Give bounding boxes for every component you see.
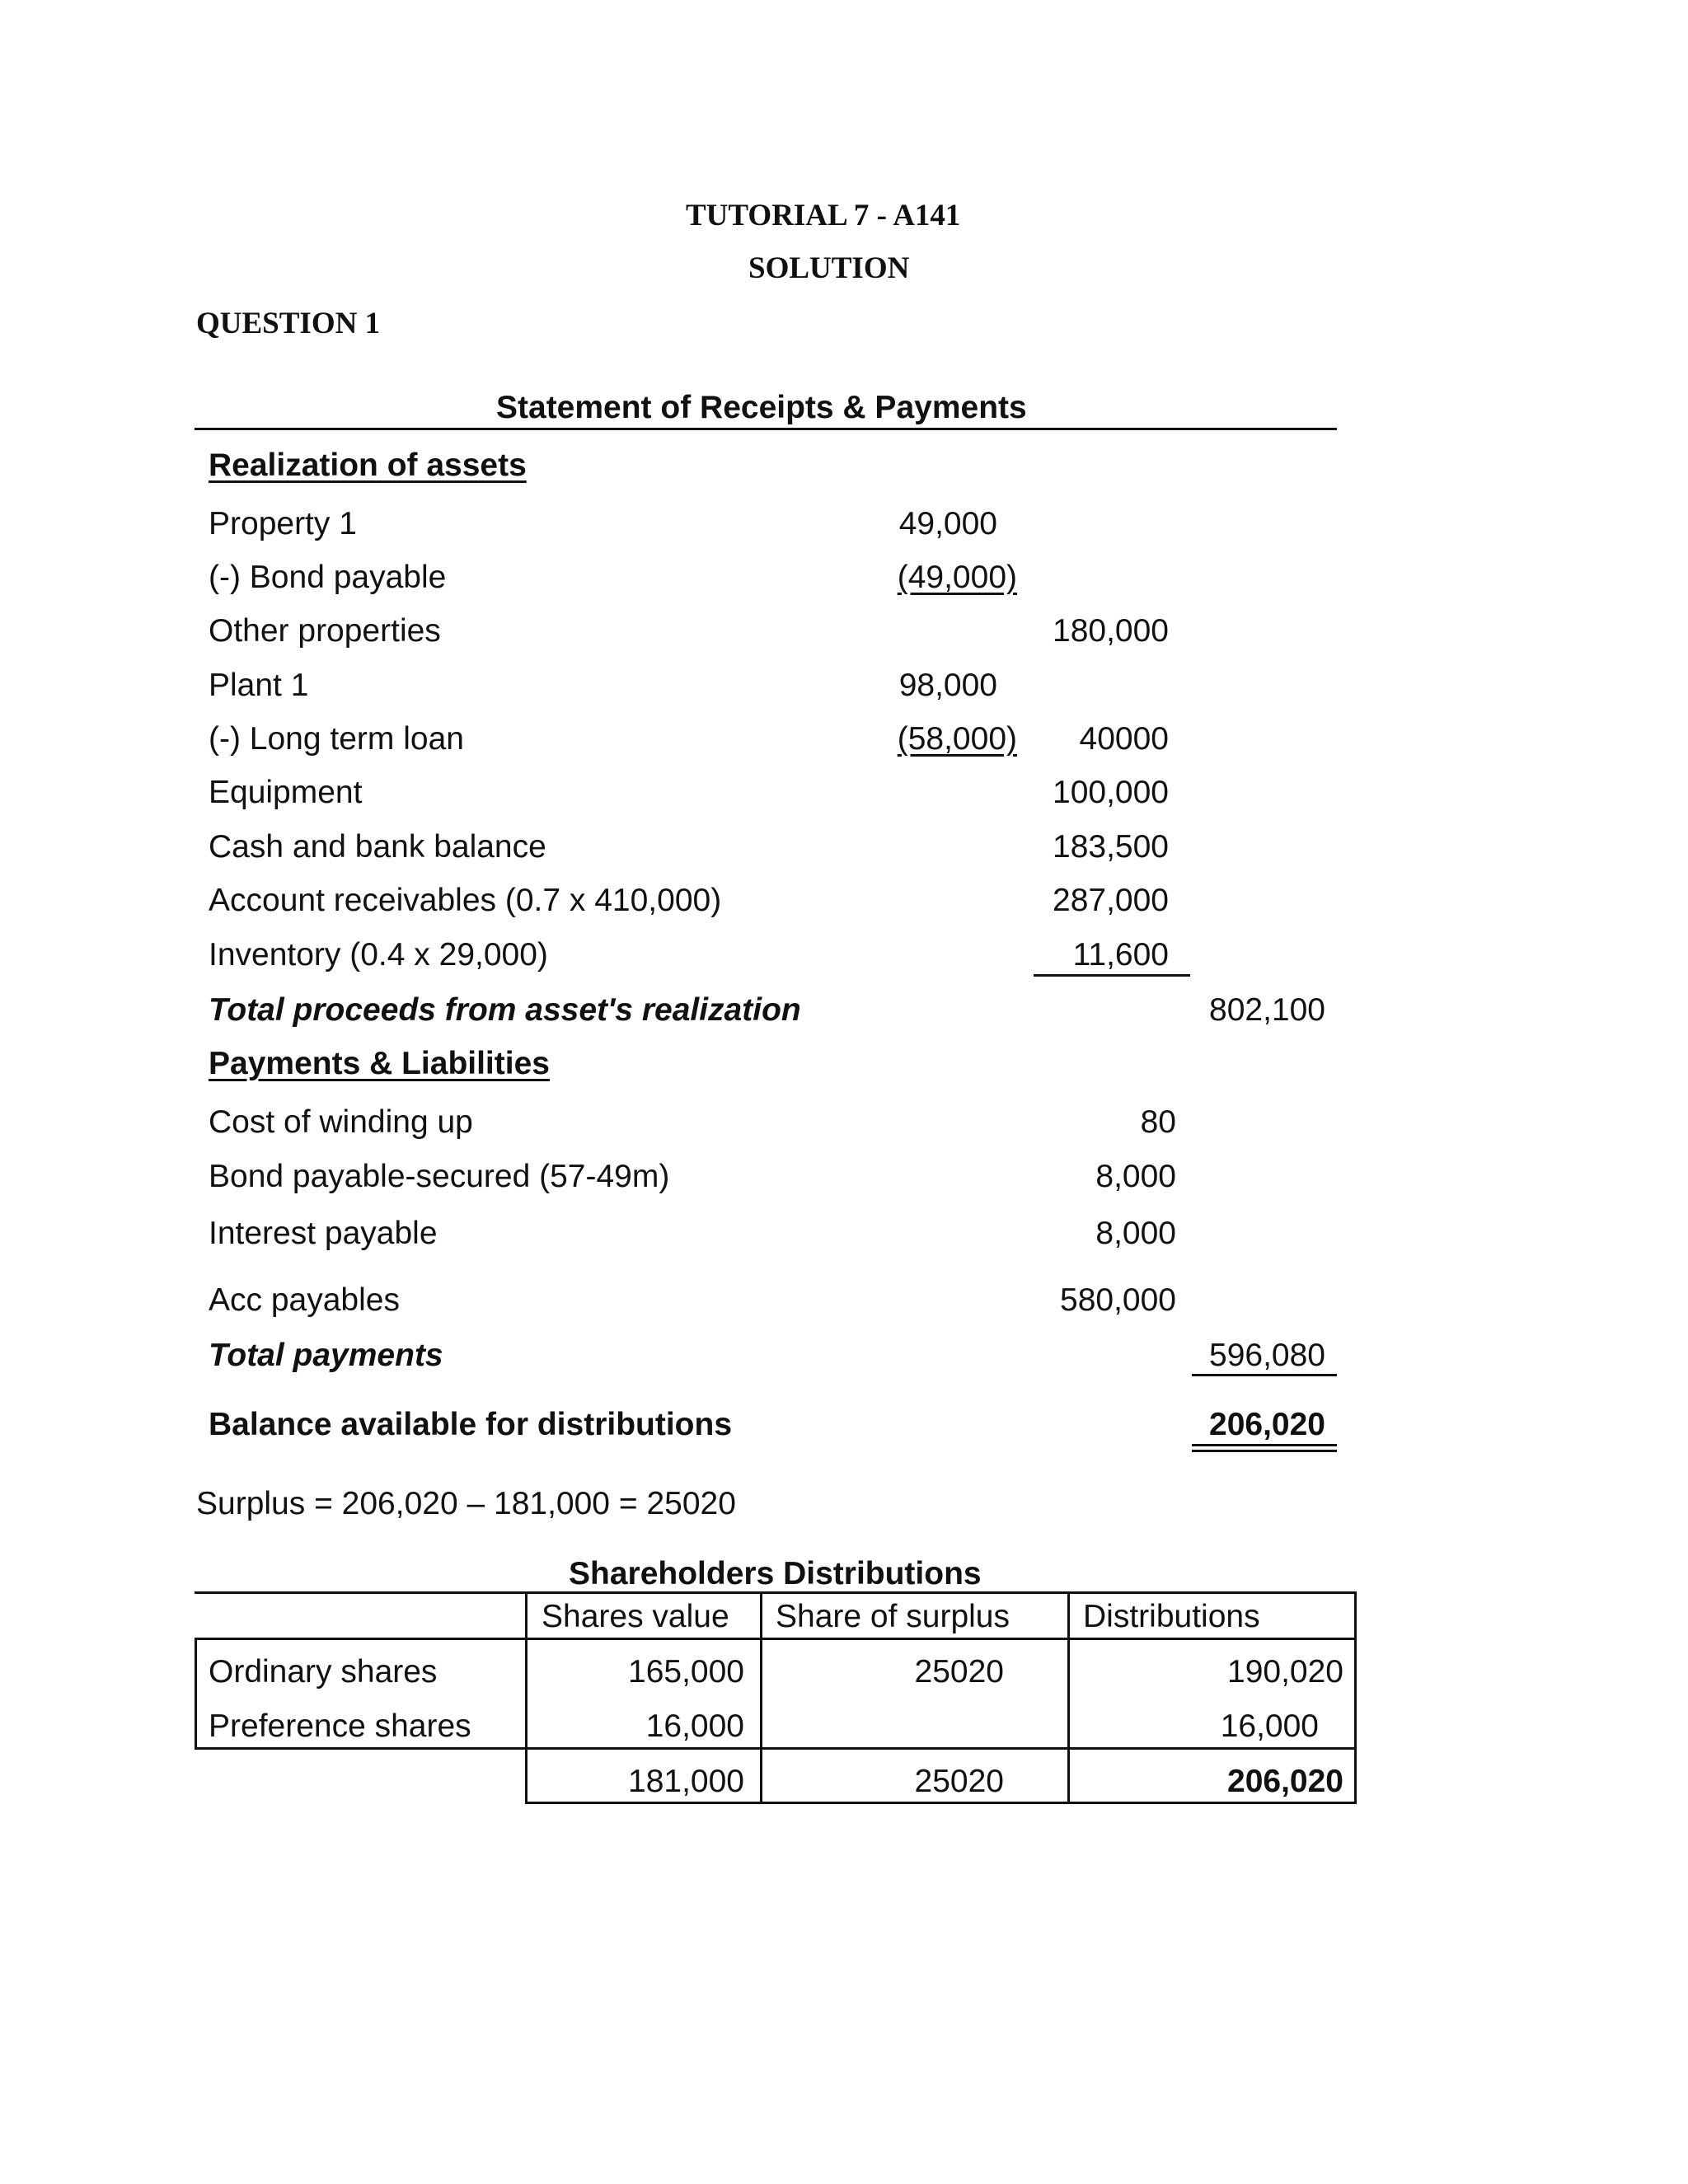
total-proceeds-value: 802,100 [1209, 992, 1325, 1028]
balance-double-rule-top [1192, 1444, 1337, 1446]
share-of-surplus: 25020 [914, 1654, 1004, 1690]
total-payments-value: 596,080 [1209, 1338, 1325, 1373]
row-value-col2: 183,500 [1053, 829, 1169, 865]
shares-value: 16,000 [645, 1708, 744, 1744]
total-payments-label: Total payments [209, 1338, 443, 1373]
column-header: Shares value [542, 1599, 729, 1634]
section-realization-heading: Realization of assets [209, 448, 527, 483]
row-value-col1: (49,000) [897, 560, 1017, 595]
row-label: Plant 1 [209, 668, 309, 703]
subtotal-rule [1034, 974, 1190, 977]
table-rule [195, 1638, 1357, 1640]
row-value-col2: 40000 [1079, 721, 1169, 757]
question-heading: QUESTION 1 [196, 307, 381, 340]
distribution-value: 16,000 [1220, 1708, 1319, 1744]
row-label: Bond payable-secured (57-49m) [209, 1159, 670, 1194]
column-header: Distributions [1083, 1599, 1260, 1634]
column-header: Share of surplus [776, 1599, 1010, 1634]
row-value: 80 [1140, 1104, 1176, 1140]
row-label: Other properties [209, 613, 441, 649]
row-value-col1: (58,000) [897, 721, 1017, 757]
document-subtitle: SOLUTION [748, 251, 910, 285]
row-label: Account receivables (0.7 x 410,000) [209, 883, 722, 918]
table-rule [195, 1591, 1357, 1594]
total-distribution-value: 206,020 [1227, 1764, 1343, 1799]
total-shares-value: 181,000 [628, 1764, 744, 1799]
row-value: 8,000 [1095, 1159, 1176, 1194]
balance-label: Balance available for distributions [209, 1407, 733, 1442]
table-rule [195, 1638, 197, 1750]
table-rule [195, 1747, 1357, 1750]
total-share-of-surplus: 25020 [914, 1764, 1004, 1799]
statement-title: Statement of Receipts & Payments [496, 390, 1027, 425]
row-label: Cost of winding up [209, 1104, 473, 1140]
row-label: Equipment [209, 775, 363, 810]
row-value-col2: 100,000 [1053, 775, 1169, 810]
table-rule [760, 1591, 762, 1804]
surplus-line: Surplus = 206,020 – 181,000 = 25020 [196, 1486, 736, 1521]
section-payments-heading: Payments & Liabilities [209, 1046, 550, 1081]
row-value-col2: 287,000 [1053, 883, 1169, 918]
total-proceeds-label: Total proceeds from asset's realization [209, 992, 801, 1028]
row-label: Cash and bank balance [209, 829, 546, 865]
row-value-col2: 180,000 [1053, 613, 1169, 649]
row-label: Property 1 [209, 506, 357, 541]
row-value-col1: 98,000 [898, 668, 997, 703]
distribution-value: 190,020 [1227, 1654, 1343, 1690]
table-rule [525, 1591, 528, 1804]
row-label: Acc payables [209, 1282, 400, 1318]
table-rule [1354, 1591, 1357, 1804]
row-label: Ordinary shares [209, 1654, 438, 1690]
shares-value: 165,000 [628, 1654, 744, 1690]
distributions-title: Shareholders Distributions [569, 1556, 982, 1591]
row-value: 8,000 [1095, 1216, 1176, 1251]
balance-value: 206,020 [1209, 1407, 1325, 1442]
row-value-col2: 11,600 [1072, 937, 1169, 972]
document-title: TUTORIAL 7 - A141 [686, 199, 961, 232]
total-payments-rule [1192, 1374, 1337, 1376]
row-label: (-) Long term loan [209, 721, 464, 757]
row-label: Preference shares [209, 1708, 471, 1744]
row-label: Interest payable [209, 1216, 438, 1251]
statement-title-rule [195, 428, 1337, 430]
balance-double-rule-bottom [1192, 1450, 1337, 1452]
row-value-col1: 49,000 [898, 506, 997, 541]
row-value: 580,000 [1060, 1282, 1176, 1318]
row-label: Inventory (0.4 x 29,000) [209, 937, 548, 972]
row-label: (-) Bond payable [209, 560, 447, 595]
table-rule [1067, 1591, 1070, 1804]
table-rule [525, 1802, 1357, 1804]
